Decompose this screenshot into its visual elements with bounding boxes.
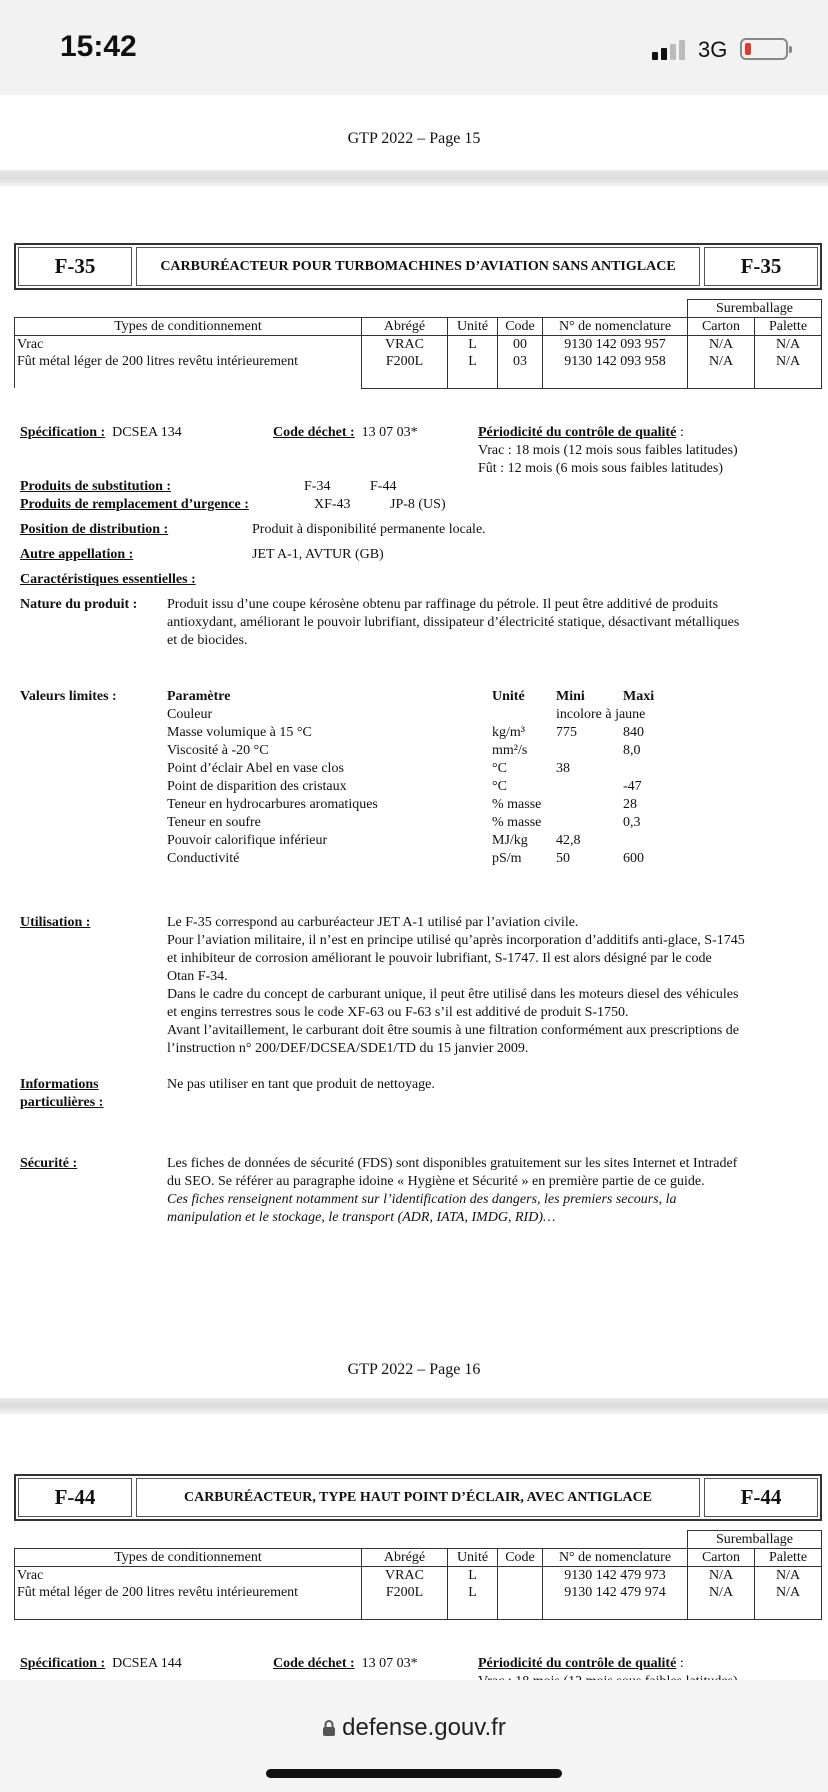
waste-value: 13 07 03*	[361, 425, 418, 440]
limits-row	[167, 832, 687, 850]
table-cell: N/A	[775, 337, 801, 352]
table-cell: Fût métal léger de 200 litres revêtu intérieurement	[17, 1585, 299, 1600]
text-line: Dans le cadre du concept de carburant unique, il peut être utilisé dans les moteurs diesel des véhicules	[167, 987, 739, 1002]
text-line: Avant l’avitaillement, le carburant doit être soumis à une filtration conformément aux prescriptions de	[167, 1023, 739, 1038]
subst-product: F-44	[370, 479, 397, 494]
waste-value: 13 07 03*	[361, 1656, 418, 1671]
period-label: Périodicité du contrôle de qualité	[478, 1656, 677, 1671]
text-line: et de biocides.	[167, 633, 248, 648]
text-line: antioxydant, améliorant le pouvoir lubrifiant, dissipateur d’électricité statique, désactivant métalliques	[167, 615, 740, 630]
table-cell: N/A	[708, 1585, 734, 1600]
limits-cell: mm²/s	[492, 743, 528, 758]
limits-cell: °C	[492, 761, 507, 776]
security-text	[167, 1155, 827, 1227]
column-header: Maxi	[623, 689, 655, 704]
limits-row	[167, 724, 687, 742]
overpack-header: Suremballage	[688, 1531, 822, 1549]
limits-cell: % masse	[492, 815, 542, 830]
product-title: CARBURÉACTEUR POUR TURBOMACHINES D’AVIATION SANS ANTIGLACE	[136, 247, 700, 286]
limits-row	[167, 850, 687, 868]
limits-cell: 38	[556, 761, 570, 776]
text-line: Le F-35 correspond au carburéacteur JET A-1 utilisé par l’aviation civile.	[167, 915, 579, 930]
limits-cell: Couleur	[167, 707, 213, 722]
table-cell: VRAC	[385, 1568, 424, 1583]
table-cell: 00	[513, 337, 527, 352]
lock-icon	[322, 1719, 336, 1737]
table-cell: N/A	[775, 1568, 801, 1583]
limits-cell: 600	[623, 851, 644, 866]
limits-cell: Teneur en soufre	[167, 815, 261, 830]
limits-cell: °C	[492, 779, 507, 794]
label-text: Informations	[20, 1077, 99, 1092]
table-header-row	[15, 1549, 822, 1567]
limits-row	[167, 796, 687, 814]
text-line: et inhibiteur de corrosion améliorant le pouvoir lubrifiant, S-1747. Il est alors désigné par le code	[167, 951, 712, 966]
emergency-label: Produits de remplacement d’urgence :	[20, 497, 249, 512]
nature-label: Nature du produit :	[20, 597, 138, 612]
column-header: Palette	[755, 318, 822, 336]
usage-label	[20, 914, 90, 932]
limits-cell: 775	[556, 725, 577, 740]
limits-row	[167, 814, 687, 832]
subst-product: F-34	[304, 479, 331, 494]
limits-cell: incolore à jaune	[556, 707, 646, 722]
table-cell: 9130 142 093 958	[564, 354, 666, 369]
info-label	[20, 1076, 103, 1112]
column-header: Unité	[448, 1549, 498, 1567]
table-cell: N/A	[708, 354, 734, 369]
other-name-value: JET A-1, AVTUR (GB)	[252, 547, 384, 562]
limits-cell: pS/m	[492, 851, 522, 866]
overpack-header: Suremballage	[688, 300, 822, 318]
text-line: Produit issu d’une coupe kérosène obtenu par raffinage du pétrole. Il peut être additivé de produits	[167, 597, 719, 612]
emergency-product: XF-43	[314, 497, 351, 512]
table-cell: N/A	[775, 1585, 801, 1600]
spec-row	[20, 424, 182, 442]
security-label	[20, 1155, 77, 1173]
period-line: Fût : 12 mois (6 mois sous faibles latitudes)	[478, 461, 723, 476]
table-cell: F200L	[385, 1585, 424, 1600]
spec-label: Spécification :	[20, 1656, 106, 1671]
column-header: Unité	[448, 318, 498, 336]
text-line: Otan F-34.	[167, 969, 228, 984]
column-header: Carton	[688, 1549, 755, 1567]
emergency-product: JP-8 (US)	[390, 497, 446, 512]
table-header-row	[15, 318, 822, 336]
table-cell: Vrac	[17, 1568, 44, 1583]
table-cell: L	[468, 1585, 477, 1600]
product-title-box	[14, 1474, 822, 1521]
column-header: Code	[498, 1549, 543, 1567]
table-cell: N/A	[708, 1568, 734, 1583]
text-line: et engins terrestres sous le code XF-63 ou F-63 s’il est additivé de produit S-1750.	[167, 1005, 629, 1020]
page-separator	[0, 1398, 828, 1414]
table-cell: Vrac	[17, 337, 44, 352]
spec-value: DCSEA 144	[112, 1656, 182, 1671]
limits-cell: 50	[556, 851, 570, 866]
url-text: defense.gouv.fr	[342, 1714, 506, 1741]
status-time: 15:42	[60, 30, 137, 63]
limits-row	[167, 706, 687, 724]
column-header: Palette	[755, 1549, 822, 1567]
limits-cell: % masse	[492, 797, 542, 812]
column-header: Code	[498, 318, 543, 336]
battery-icon	[740, 38, 788, 60]
label-text: Autre appellation :	[20, 547, 134, 562]
label-text: particulières :	[20, 1095, 104, 1110]
column-header: Types de conditionnement	[15, 1549, 362, 1567]
table-cell: 9130 142 093 957	[564, 337, 666, 352]
limits-row	[167, 778, 687, 796]
product-code-right: F-44	[704, 1478, 818, 1517]
substitution-block	[20, 478, 460, 514]
position-label	[20, 521, 168, 539]
quality-period: Périodicité du contrôle de qualité :	[478, 1655, 738, 1691]
table-cell: L	[468, 337, 477, 352]
subst-label: Produits de substitution :	[20, 479, 172, 494]
table-cell: 03	[513, 354, 527, 369]
period-line: Vrac : 18 mois (12 mois sous faibles latitudes)	[478, 443, 738, 458]
limits-cell: 8,0	[623, 743, 641, 758]
packaging-table	[14, 299, 822, 389]
usage-text	[167, 914, 827, 1058]
limits-cell: Conductivité	[167, 851, 240, 866]
text-line: manipulation et le stockage, le transport (ADR, IATA, IMDG, RID)…	[167, 1210, 556, 1225]
table-cell: Fût métal léger de 200 litres revêtu intérieurement	[17, 354, 299, 369]
table-cell: 9130 142 479 973	[564, 1568, 666, 1583]
column-header: N° de nomenclature	[543, 318, 688, 336]
characteristics-label	[20, 571, 196, 589]
table-cell: VRAC	[385, 337, 424, 352]
limits-cell: Point d’éclair Abel en vase clos	[167, 761, 344, 776]
label-text: Sécurité :	[20, 1156, 78, 1171]
product-code: F-35	[18, 247, 132, 286]
product-title-box	[14, 243, 822, 290]
label-text: Position de distribution :	[20, 522, 169, 537]
position-value: Produit à disponibilité permanente locale.	[252, 522, 486, 537]
waste-label: Code déchet :	[273, 425, 355, 440]
limits-cell: Point de disparition des cristaux	[167, 779, 347, 794]
limits-table	[167, 688, 687, 868]
table-cell: 9130 142 479 974	[564, 1585, 666, 1600]
product-title: CARBURÉACTEUR, TYPE HAUT POINT D’ÉCLAIR, AVEC ANTIGLACE	[136, 1478, 700, 1517]
limits-label: Valeurs limites :	[20, 689, 117, 704]
text-line: Pour l’aviation militaire, il n’est en principe utilisé qu’après incorporation d’additifs anti-glace, S-1745	[167, 933, 745, 948]
limits-cell: Viscosité à -20 °C	[167, 743, 269, 758]
page-separator	[0, 170, 828, 186]
column-header: N° de nomenclature	[543, 1549, 688, 1567]
limits-cell: -47	[623, 779, 642, 794]
table-cell: F200L	[385, 354, 424, 369]
page-header: GTP 2022 – Page 15	[347, 130, 481, 147]
quality-period: Périodicité du contrôle de qualité : Vrac : 18 mois (12 mois sous faibles latitudes) Fût : 12 mois (6 mois sous faibles latitudes)	[478, 425, 738, 476]
text-line: Les fiches de données de sécurité (FDS) sont disponibles gratuitement sur les sites Internet et Intradef	[167, 1156, 738, 1171]
column-header: Unité	[492, 689, 525, 704]
waste-code-row	[273, 424, 418, 442]
table-row	[15, 336, 822, 389]
spec-value: DCSEA 134	[112, 425, 182, 440]
limits-cell: Teneur en hydrocarbures aromatiques	[167, 797, 378, 812]
limits-cell: 28	[623, 797, 637, 812]
network-type: 3G	[698, 37, 728, 62]
waste-label: Code déchet :	[273, 1656, 355, 1671]
column-header: Paramètre	[167, 689, 231, 704]
waste-code-row	[273, 1655, 418, 1673]
spec-row	[20, 1655, 182, 1673]
product-code-right: F-35	[704, 247, 818, 286]
limits-cell: Pouvoir calorifique inférieur	[167, 833, 328, 848]
url-bar[interactable]	[0, 1714, 828, 1742]
limits-cell: Masse volumique à 15 °C	[167, 725, 312, 740]
home-indicator[interactable]	[266, 1769, 562, 1778]
page-header: GTP 2022 – Page 16	[347, 1361, 481, 1378]
info-value: Ne pas utiliser en tant que produit de nettoyage.	[167, 1077, 435, 1092]
limits-cell: 42,8	[556, 833, 581, 848]
limits-cell: MJ/kg	[492, 833, 528, 848]
limits-header-row	[167, 688, 687, 706]
period-label: Périodicité du contrôle de qualité	[478, 425, 677, 440]
column-header: Abrégé	[362, 1549, 448, 1567]
limits-cell: kg/m³	[492, 725, 525, 740]
spec-label: Spécification :	[20, 425, 106, 440]
text-line: Ces fiches renseignent notamment sur l’identification des dangers, les premiers secours, la	[167, 1192, 677, 1207]
table-cell: N/A	[708, 337, 734, 352]
limits-row	[167, 742, 687, 760]
table-cell: L	[468, 354, 477, 369]
limits-cell: 840	[623, 725, 644, 740]
table-cell: L	[468, 1568, 477, 1583]
table-cell: N/A	[775, 354, 801, 369]
column-header: Abrégé	[362, 318, 448, 336]
limits-row	[167, 760, 687, 778]
limits-cell: 0,3	[623, 815, 641, 830]
product-code: F-44	[18, 1478, 132, 1517]
text-line: du SEO. Se référer au paragraphe idoine « Hygiène et Sécurité » en première partie de ce guide.	[167, 1174, 705, 1189]
signal-icon	[652, 38, 686, 60]
table-row	[15, 1567, 822, 1620]
column-header: Types de conditionnement	[15, 318, 362, 336]
column-header: Mini	[556, 689, 585, 704]
label-text: Caractéristiques essentielles :	[20, 572, 196, 587]
text-line: l’instruction n° 200/DEF/DCSEA/SDE1/TD du 15 janvier 2009.	[167, 1041, 529, 1056]
packaging-table	[14, 1530, 822, 1620]
label-text: Utilisation :	[20, 915, 91, 930]
other-name-label	[20, 546, 133, 564]
column-header: Carton	[688, 318, 755, 336]
nature-text	[167, 596, 827, 650]
